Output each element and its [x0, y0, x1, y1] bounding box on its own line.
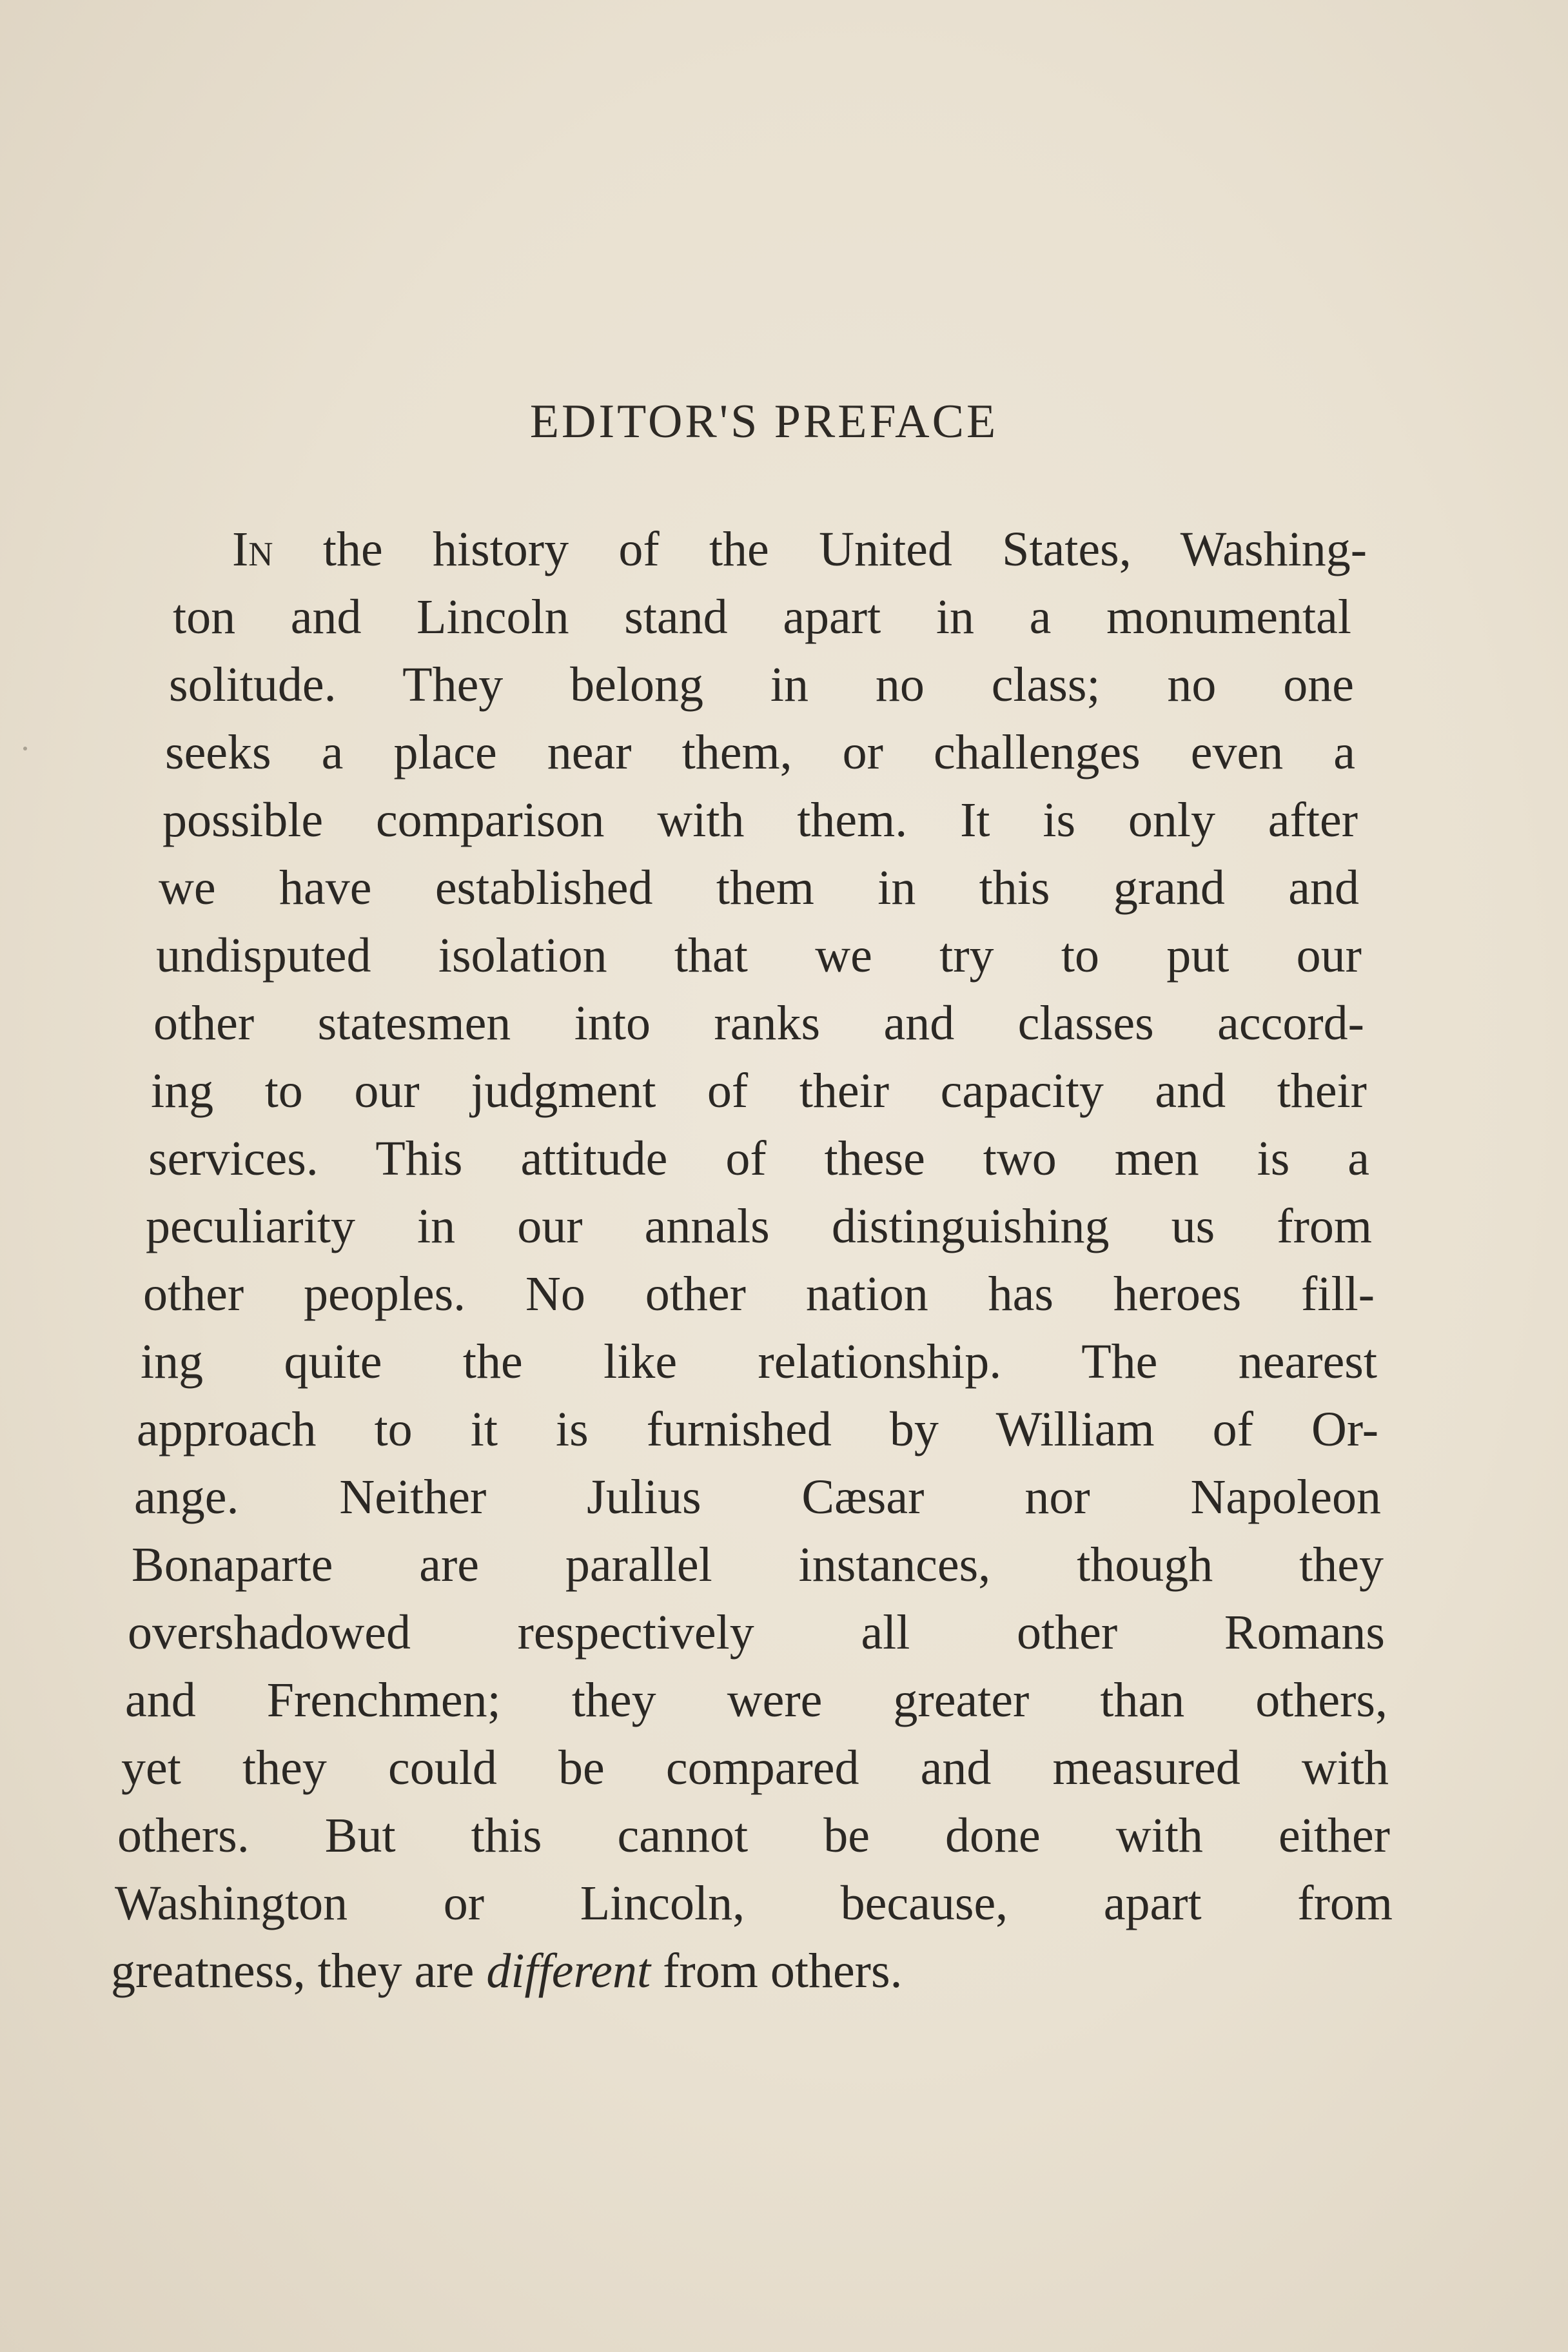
- text-line: undisputed isolation that we try to put our: [156, 928, 1362, 983]
- text-line: [232, 516, 1367, 583]
- text-line: other statesmen into ranks and classes accord-: [153, 996, 1364, 1050]
- text-line: ing quite the like relationship. The nearest: [141, 1335, 1377, 1389]
- text-line: Washington or Lincoln, because, apart from: [115, 1876, 1393, 1930]
- text-line: solitude. They belong in no class; no one: [169, 658, 1354, 712]
- paper-speck: [23, 747, 27, 750]
- text-line: and Frenchmen; they were greater than others,: [125, 1673, 1387, 1727]
- text-line: others. But this cannot be done with either: [117, 1808, 1390, 1863]
- text-line: other peoples. No other nation has heroes fill-: [143, 1267, 1375, 1321]
- text-line: ton and Lincoln stand apart in a monumental: [173, 590, 1351, 644]
- page-heading: EDITOR'S PREFACE: [529, 395, 999, 448]
- drop-initial-word: In: [232, 522, 273, 576]
- text-line: approach to it is furnished by William of Or-: [137, 1402, 1378, 1456]
- text-line: overshadowed respectively all other Romans: [128, 1605, 1385, 1660]
- line-text: the history of the United States, Washing-: [273, 522, 1367, 576]
- line-text: greatness, they are: [111, 1944, 487, 1998]
- text-line: ing to our judgment of their capacity and their: [151, 1064, 1367, 1118]
- text-line: services. This attitude of these two men is a: [148, 1132, 1369, 1186]
- text-line: peculiarity in our annals distinguishing us from: [146, 1199, 1372, 1253]
- text-line: yet they could be compared and measured with: [121, 1741, 1389, 1795]
- text-line: ange. Neither Julius Cæsar nor Napoleon: [134, 1470, 1381, 1524]
- line-text: from others.: [651, 1944, 903, 1998]
- text-line: possible comparison with them. It is only after: [162, 793, 1358, 847]
- text-line: seeks a place near them, or challenges even a: [165, 725, 1355, 779]
- text-line: [111, 1937, 1393, 2005]
- text-line: we have established them in this grand and: [159, 861, 1359, 915]
- emphasized-word: different: [486, 1944, 651, 1998]
- text-line: Bonaparte are parallel instances, though they: [132, 1538, 1384, 1592]
